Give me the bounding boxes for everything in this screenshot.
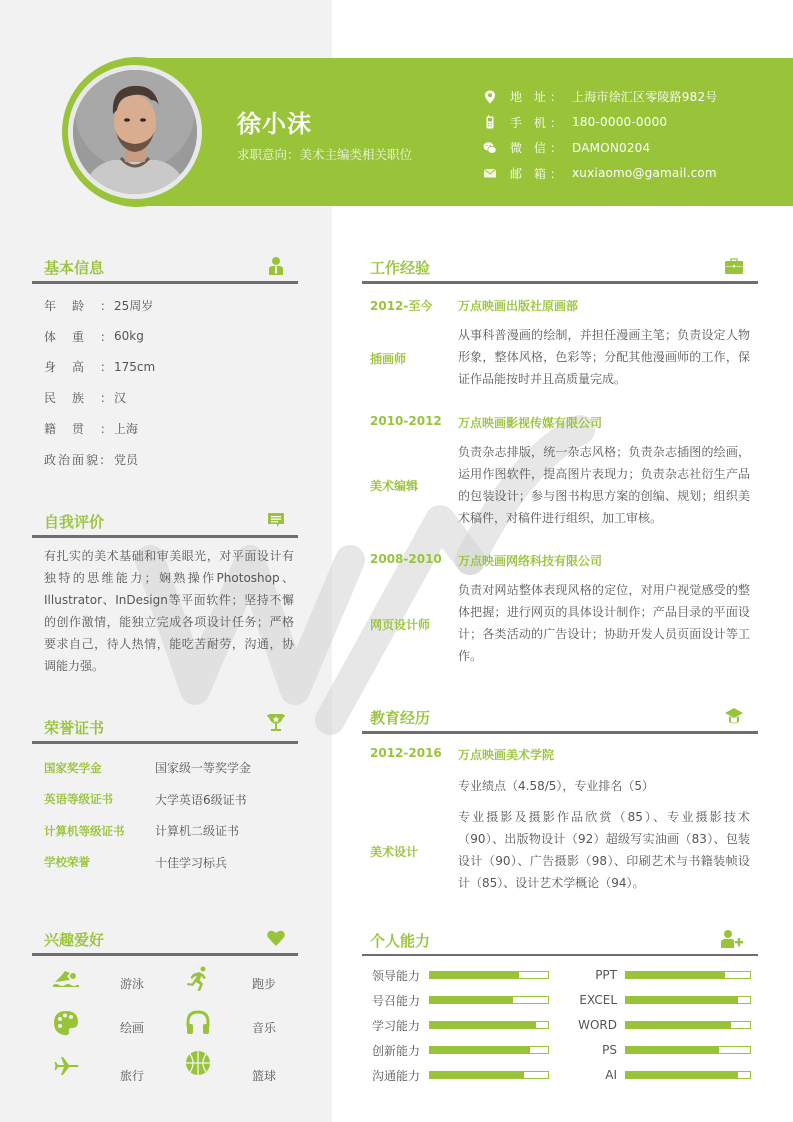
work-role: 插画师 [370, 352, 407, 366]
work-role: 网页设计师 [370, 618, 431, 632]
work-company: 万点映画出版社原画部 [458, 299, 579, 313]
hobby-label: 绘画 [120, 1021, 145, 1035]
honor-category: 计算机等级证书 [44, 823, 125, 838]
education-date: 2012-2016 [370, 746, 442, 760]
location-pin-icon [482, 90, 498, 104]
section-title: 兴趣爱好 [44, 931, 105, 949]
hobby-label: 游泳 [120, 977, 145, 991]
skill-label: 沟通能力 [372, 1068, 421, 1083]
section-basic-info [32, 254, 298, 284]
skill-bar [625, 1046, 751, 1054]
honor-category: 英语等级证书 [44, 792, 113, 807]
work-date: 2010-2012 [370, 414, 442, 428]
work-role: 美术编辑 [370, 479, 419, 493]
skill-bar-fill [430, 997, 513, 1003]
field-label: 身 高 ： [44, 360, 113, 375]
basic-info-row [44, 321, 155, 352]
field-label: 民 族 ： [44, 391, 113, 406]
skill-bar-fill [626, 997, 738, 1003]
field-value: 汉 [114, 391, 127, 406]
skill-label: PPT [595, 968, 617, 982]
section-honors [32, 714, 298, 744]
work-description: 从事科普漫画的绘制，并担任漫画主笔；负责设定人物形象，整体风格，色彩等；分配其他漫画师的工作，保证作品能按时并且高质量完成。 [458, 328, 750, 386]
basic-info-row [44, 444, 155, 475]
section-title: 教育经历 [370, 709, 431, 727]
candidate-name: 徐小沫 [237, 110, 312, 138]
education-gpa: 专业绩点（4.58/5），专业排名（5） [458, 779, 655, 793]
contact-value: DAMON0204 [572, 140, 651, 155]
contact-value: xuxiaomo@gamail.com [572, 166, 717, 181]
work-company: 万点映画影视传媒有限公司 [458, 416, 603, 430]
field-label: 籍 贯 ： [44, 422, 113, 437]
skill-row [560, 1018, 617, 1032]
skill-bar-fill [430, 1072, 524, 1078]
contact-label: 手 机： [510, 115, 566, 130]
job-intent: 求职意向：美术主编类相关职位 [237, 147, 413, 162]
skill-bar-fill [430, 972, 519, 978]
skill-bar [625, 971, 751, 979]
section-title: 自我评价 [44, 513, 105, 531]
skill-row [560, 1043, 617, 1057]
honor-row [44, 815, 251, 847]
trophy-icon [266, 712, 286, 732]
contact-value: 180-0000-0000 [572, 115, 668, 130]
skill-row [372, 993, 420, 1007]
field-label: 政治面貌: [44, 452, 107, 467]
add-user-icon [720, 929, 744, 949]
field-label: 体 重 ： [44, 329, 113, 344]
skill-label: 领导能力 [372, 968, 421, 983]
honor-value: 十佳学习标兵 [155, 855, 228, 870]
skill-bar-fill [430, 1047, 530, 1053]
self-evaluation-text: 有扎实的美术基础和审美眼光，对平面设计有独特的思维能力；娴熟操作Photoshop、Illustrator、InDesign等平面软件；坚持不懈的创作激情，能独立完成各项设计任务；严格要求自己，待人热情，能吃苦耐劳，沟通，协调能力强。 [44, 549, 294, 673]
skill-row [560, 993, 617, 1007]
skill-bar [625, 996, 751, 1004]
honor-value: 大学英语6级证书 [155, 792, 247, 807]
skill-bar-fill [626, 1022, 731, 1028]
contact-wechat [482, 135, 718, 161]
field-value: 上海 [114, 422, 139, 437]
palette-icon [52, 1009, 80, 1037]
section-title: 基本信息 [44, 259, 105, 277]
work-description: 负责对网站整体表现风格的定位，对用户视觉感受的整体把握；进行网页的具体设计制作；产品目录的平面设计；各类活动的广告设计；协助开发人员页面设计等工作。 [458, 583, 750, 663]
honor-category: 学校荣誉 [44, 855, 90, 870]
contact-value: 上海市徐汇区零陵路982号 [572, 90, 718, 105]
skill-bar [429, 1021, 549, 1029]
field-value: 党员 [114, 452, 139, 467]
hobby-label: 篮球 [252, 1069, 277, 1083]
skill-label: PS [602, 1043, 617, 1057]
work-date: 2012-至今 [370, 299, 433, 313]
skill-bar [625, 1021, 751, 1029]
section-title: 个人能力 [370, 932, 431, 950]
airplane-icon [52, 1053, 80, 1081]
contact-label: 微 信： [510, 141, 566, 156]
skill-bar [429, 1046, 549, 1054]
contact-label: 邮 箱： [510, 166, 566, 181]
skill-label: 号召能力 [372, 993, 421, 1008]
skill-label: AI [605, 1068, 617, 1082]
headphones-icon [184, 1009, 212, 1037]
skill-row [372, 1068, 420, 1082]
skill-label: EXCEL [579, 993, 617, 1007]
basketball-icon [184, 1049, 212, 1077]
contact-phone [482, 110, 718, 136]
basic-info-row [44, 352, 155, 383]
user-icon [266, 256, 286, 276]
hobby-item [44, 1053, 174, 1089]
swimming-icon [52, 965, 80, 993]
skill-bar [625, 1071, 751, 1079]
section-skills [362, 926, 758, 956]
basic-info-row [44, 382, 155, 413]
section-title: 工作经验 [370, 259, 431, 277]
hobby-item [44, 1009, 174, 1045]
running-icon [184, 965, 212, 993]
basic-info-row [44, 413, 155, 444]
skill-bar [429, 1071, 549, 1079]
basic-info-row [44, 290, 155, 321]
work-date: 2008-2010 [370, 552, 442, 566]
skill-label: 学习能力 [372, 1018, 421, 1033]
hobby-item [176, 965, 306, 1001]
education-school: 万点映画美术学院 [458, 748, 555, 762]
skill-bar-fill [626, 972, 725, 978]
wechat-icon [482, 141, 498, 155]
work-company: 万点映画网络科技有限公司 [458, 554, 603, 568]
skill-row [372, 1018, 420, 1032]
contact-address [482, 84, 718, 110]
honor-row [44, 752, 251, 784]
skill-label: WORD [578, 1018, 617, 1032]
hobby-label: 跑步 [252, 977, 277, 991]
section-hobbies [32, 926, 298, 956]
heart-icon [266, 928, 286, 948]
section-work-experience [362, 254, 758, 284]
hobby-item [176, 1009, 306, 1045]
field-value: 175cm [114, 359, 156, 374]
skill-bar-fill [626, 1072, 738, 1078]
skill-row [372, 1043, 420, 1057]
graduation-cap-icon [724, 706, 744, 726]
work-description: 负责杂志排版，统一杂志风格；负责杂志插图的绘画，运用作图软件，提高图片表现力；负责杂志社衍生产品的包装设计；参与图书构思方案的创编、规划；组织美术稿件，对稿件进行组织，加工审核。 [458, 445, 750, 525]
education-major: 美术设计 [370, 845, 419, 859]
field-value: 25周岁 [114, 298, 154, 313]
section-education [362, 704, 758, 734]
contact-email [482, 161, 718, 187]
honor-row [44, 847, 251, 879]
field-value: 60kg [114, 329, 144, 344]
avatar [73, 70, 197, 194]
section-title: 荣誉证书 [44, 719, 105, 737]
skill-row [560, 968, 617, 982]
skill-bar-fill [626, 1047, 719, 1053]
skill-label: 创新能力 [372, 1043, 421, 1058]
skill-bar [429, 971, 549, 979]
mobile-phone-icon [482, 115, 498, 129]
hobby-item [176, 1053, 306, 1089]
briefcase-icon [724, 256, 744, 276]
comment-icon [266, 510, 286, 530]
contact-list [482, 84, 718, 186]
education-courses: 专业摄影及摄影作品欣赏（85）、专业摄影技术（90）、出版物设计（92）超级写实油画（83）、包装设计（90）、广告摄影（98）、印刷艺术与书籍装帧设计（85）、设计艺术学概论（94）。 [458, 810, 750, 890]
honor-value: 计算机二级证书 [155, 824, 240, 839]
basic-info-list [44, 290, 155, 475]
honor-category: 国家奖学金 [44, 760, 102, 775]
skill-bar [429, 996, 549, 1004]
skill-row [372, 968, 420, 982]
honor-value: 国家级一等奖学金 [155, 761, 252, 776]
skill-bar-fill [430, 1022, 536, 1028]
field-label: 年 龄 ： [44, 298, 113, 313]
honors-list [44, 752, 251, 878]
section-self-evaluation [32, 508, 298, 538]
honor-row [44, 784, 251, 816]
envelope-icon [482, 166, 498, 180]
contact-label: 地 址： [510, 90, 566, 105]
hobby-label: 旅行 [120, 1069, 145, 1083]
hobby-label: 音乐 [252, 1021, 277, 1035]
skill-row [560, 1068, 617, 1082]
hobby-item [44, 965, 174, 1001]
